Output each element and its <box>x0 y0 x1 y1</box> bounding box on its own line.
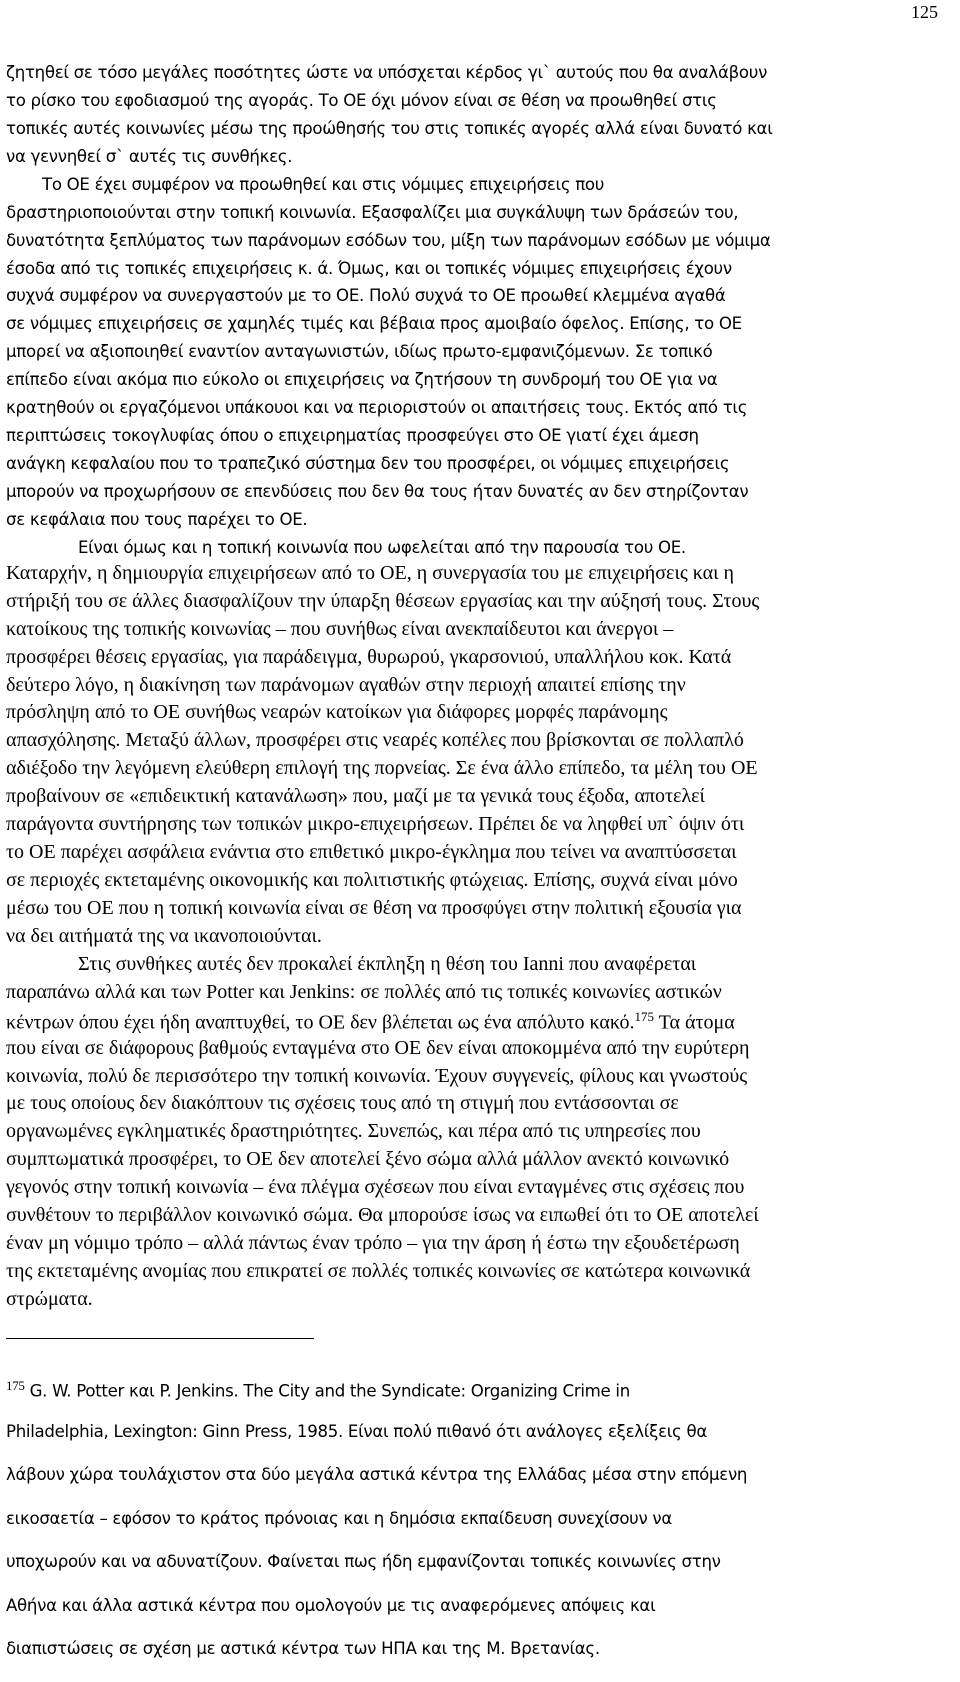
footnote-line: εικοσαετία – εφόσον το κράτος πρόνοιας και η δημόσια εκπαίδευση συνεχίσουν να <box>6 1508 673 1528</box>
footnote-line: λάβουν χώρα τουλάχιστον στα δύο μεγάλα αστικά κέντρα της Ελλάδας μέσα στην επόμενη <box>6 1465 748 1484</box>
body-line: κοινωνία, πολύ δε περισσότερο την τοπική κοινωνία. Έχουν συγγενείς, φίλους και γνωστούς <box>6 1064 748 1087</box>
footnote-reference[interactable]: 175 <box>634 1008 655 1024</box>
body-line: σε κεφάλαια που τους παρέχει το ΟΕ. <box>6 509 308 529</box>
body-line: δραστηριοποιούνται στην τοπική κοινωνία. Εξασφαλίζει μια συγκάλυψη των δράσεών του, <box>6 202 739 222</box>
body-line: απασχόλησης. Μεταξύ άλλων, προσφέρει στις νεαρές κοπέλες που βρίσκονται σε πολλαπλό <box>6 729 744 752</box>
footnote-line: Philadelphia, Lexington: Ginn Press, 1985. Είναι πολύ πιθανό ότι ανάλογες εξελίξεις θα <box>6 1421 707 1441</box>
body-line: παράγοντα συντήρησης των τοπικών μικρο-επιχειρήσεων. Πρέπει δε να ληφθεί υπ` όψιν ότι <box>6 813 745 836</box>
body-line: που είναι σε διάφορους βαθμούς ενταγμένα στο ΟΕ δεν είναι αποκομμένα από την ευρύτερη <box>6 1036 750 1059</box>
body-line: Στις συνθήκες αυτές δεν προκαλεί έκπληξη η θέση του Ianni που αναφέρεται <box>78 952 697 975</box>
body-line: τοπικές αυτές κοινωνίες μέσω της προώθησής του στις τοπικές αγορές αλλά είναι δυνατό και <box>6 118 773 138</box>
body-line: δυνατότητα ξεπλύματος των παράνομων εσόδων του, μίξη των παράνομων εσόδων με νόμιμα <box>6 230 771 250</box>
footnote-separator <box>6 1338 314 1339</box>
body-line: παραπάνω αλλά και των Potter και Jenkins: σε πολλές από τις τοπικές κοινωνίες αστικών <box>6 980 722 1003</box>
body-line: γεγονός στην τοπική κοινωνία – ένα πλέγμα σχέσεων που είναι ενταγμένες στις σχέσεις που <box>6 1176 745 1199</box>
body-line: το ρίσκο του εφοδιασμού της αγοράς. Το ΟΕ όχι μόνον είναι σε θέση να προωθηθεί στις <box>6 90 717 110</box>
body-line: Είναι όμως και η τοπική κοινωνία που ωφελείται από την παρουσία του ΟΕ. <box>78 537 686 557</box>
body-line: σε περιοχές εκτεταμένης οικονομικής και πολιτιστικής φτώχειας. Επίσης, συχνά είναι μόνο <box>6 869 738 892</box>
body-line: προβαίνουν σε «επιδεικτική κατανάλωση» που, μαζί με τα γενικά τους έξοδα, αποτελεί <box>6 785 705 808</box>
body-line: στήριξή του σε άλλες διασφαλίζουν την ύπαρξη θέσεων εργασίας και την αύξησή τους. Στους <box>6 589 760 612</box>
body-line: μέσω του ΟΕ που η τοπική κοινωνία είναι σε θέση να προσφύγει στην πολιτική εξουσία για <box>6 896 742 919</box>
body-line: αδιέξοδο την λεγόμενη ελεύθερη επιλογή της πορνείας. Σε ένα άλλο επίπεδο, τα μέλη του ΟΕ <box>6 757 758 780</box>
body-line: Το ΟΕ έχει συμφέρον να προωθηθεί και στις νόμιμες επιχειρήσεις που <box>42 174 605 194</box>
footnote-line: $^{175}$ G. W. Potter και P. Jenkins. The City and the Syndicate: Organizing Crime in <box>6 1378 630 1401</box>
body-line: συμπτωματικά προσφέρει, το ΟΕ δεν αποτελεί ξένο σώμα αλλά μάλλον ανεκτό κοινωνικό <box>6 1148 730 1171</box>
footnote-line: υποχωρούν και να αδυνατίζουν. Φαίνεται πως ήδη εμφανίζονται τοπικές κοινωνίες στην <box>6 1552 721 1571</box>
body-line: να δει αιτήματά της να ικανοποιούνται. <box>6 924 322 947</box>
footnote-line: Αθήνα και άλλα αστικά κέντρα που ομολογούν με τις αναφερόμενες απόψεις και <box>6 1595 656 1615</box>
body-line: επίπεδο είναι ακόμα πιο εύκολο οι επιχειρήσεις να ζητήσουν τη συνδρομή του ΟΕ για να <box>6 370 718 390</box>
body-line: δεύτερο λόγο, η διακίνηση των παράνομων αγαθών στην περιοχή απαιτεί επίσης την <box>6 673 686 696</box>
body-line: συχνά συμφέρον να συνεργαστούν με το ΟΕ. Πολύ συχνά το ΟΕ προωθεί κλεμμένα αγαθά <box>6 286 726 306</box>
body-line: να γεννηθεί σ` αυτές τις συνθήκες. <box>6 146 293 166</box>
body-line: έσοδα από τις τοπικές επιχειρήσεις κ. ά. Όμως, και οι τοπικές νόμιμες επιχειρήσεις έχουν <box>6 258 732 278</box>
footnote-marker: 175 <box>6 1378 25 1393</box>
body-line: το ΟΕ παρέχει ασφάλεια ενάντια στο επιθετικό μικρο-έγκλημα που τείνει να αναπτύσσεται <box>6 841 737 864</box>
body-line: έναν μη νόμιμο τρόπο – αλλά πάντως έναν τρόπο – για την άρση ή έστω την εξουδετέρωση <box>6 1232 740 1255</box>
body-line: περιπτώσεις τοκογλυφίας όπου ο επιχειρηματίας προσφεύγει στο ΟΕ γιατί έχει άμεση <box>6 426 699 446</box>
body-line: ζητηθεί σε τόσο μεγάλες ποσότητες ώστε να υπόσχεται κέρδος γι` αυτούς που θα αναλάβουν <box>6 63 768 82</box>
body-line: μπορούν να προχωρήσουν σε επενδύσεις που δεν θα τους ήταν δυνατές αν δεν στηρίζονταν <box>6 481 749 501</box>
body-line: συνθέτουν το περιβάλλον κοινωνικό σώμα. Θα μπορούσε ίσως να ειπωθεί ότι το ΟΕ αποτελεί <box>6 1204 759 1227</box>
body-line: οργανωμένες εγκληματικές δραστηριότητες. Συνεπώς, και πέρα από τις υπηρεσίες που <box>6 1120 701 1143</box>
body-line: της εκτεταμένης ανομίας που επικρατεί σε πολλές τοπικές κοινωνίες σε κατώτερα κοινωνικά <box>6 1260 751 1283</box>
body-line: πρόσληψη από το ΟΕ συνήθως νεαρών κατοίκων για διάφορες μορφές παράνομης <box>6 701 668 724</box>
body-line: στρώματα. <box>6 1288 93 1310</box>
footnote-line: διαπιστώσεις σε σχέση με αστικά κέντρα των ΗΠΑ και της Μ. Βρετανίας. <box>6 1639 600 1658</box>
body-line: μπορεί να αξιοποιηθεί εναντίον ανταγωνιστών, ιδίως πρωτο-εμφανιζόμενων. Σε τοπικό <box>6 342 713 362</box>
page-number: 125 <box>911 2 938 22</box>
body-line: με τους οποίους δεν διακόπτουν τις σχέσεις τους από τη στιγμή που εντάσσονται σε <box>6 1092 679 1115</box>
body-line: κέντρων όπου έχει ήδη αναπτυχθεί, το ΟΕ δεν βλέπεται ως ένα απόλυτο κακό.$^{175}$ Τα άτομα <box>6 1008 735 1034</box>
body-line: κατοίκους της τοπικής κοινωνίας – που συνήθως είναι ανεκπαίδευτοι και άνεργοι – <box>6 617 674 640</box>
body-line: Καταρχήν, η δημιουργία επιχειρήσεων από το ΟΕ, η συνεργασία του με επιχειρήσεις και η <box>6 561 734 584</box>
body-line: σε νόμιμες επιχειρήσεις σε χαμηλές τιμές και βέβαια προς αμοιβαίο όφελος. Επίσης, το ΟΕ <box>6 314 742 334</box>
body-line: κρατηθούν οι εργαζόμενοι υπάκουοι και να περιοριστούν οι απαιτήσεις τους. Εκτός από τις <box>6 398 748 418</box>
body-line: ανάγκη κεφαλαίου που το τραπεζικό σύστημα δεν του προσφέρει, οι νόμιμες επιχειρήσεις <box>6 454 730 474</box>
body-line: προσφέρει θέσεις εργασίας, για παράδειγμα, θυρωρού, γκαρσονιού, υπαλλήλου κοκ. Κατά <box>6 645 732 668</box>
